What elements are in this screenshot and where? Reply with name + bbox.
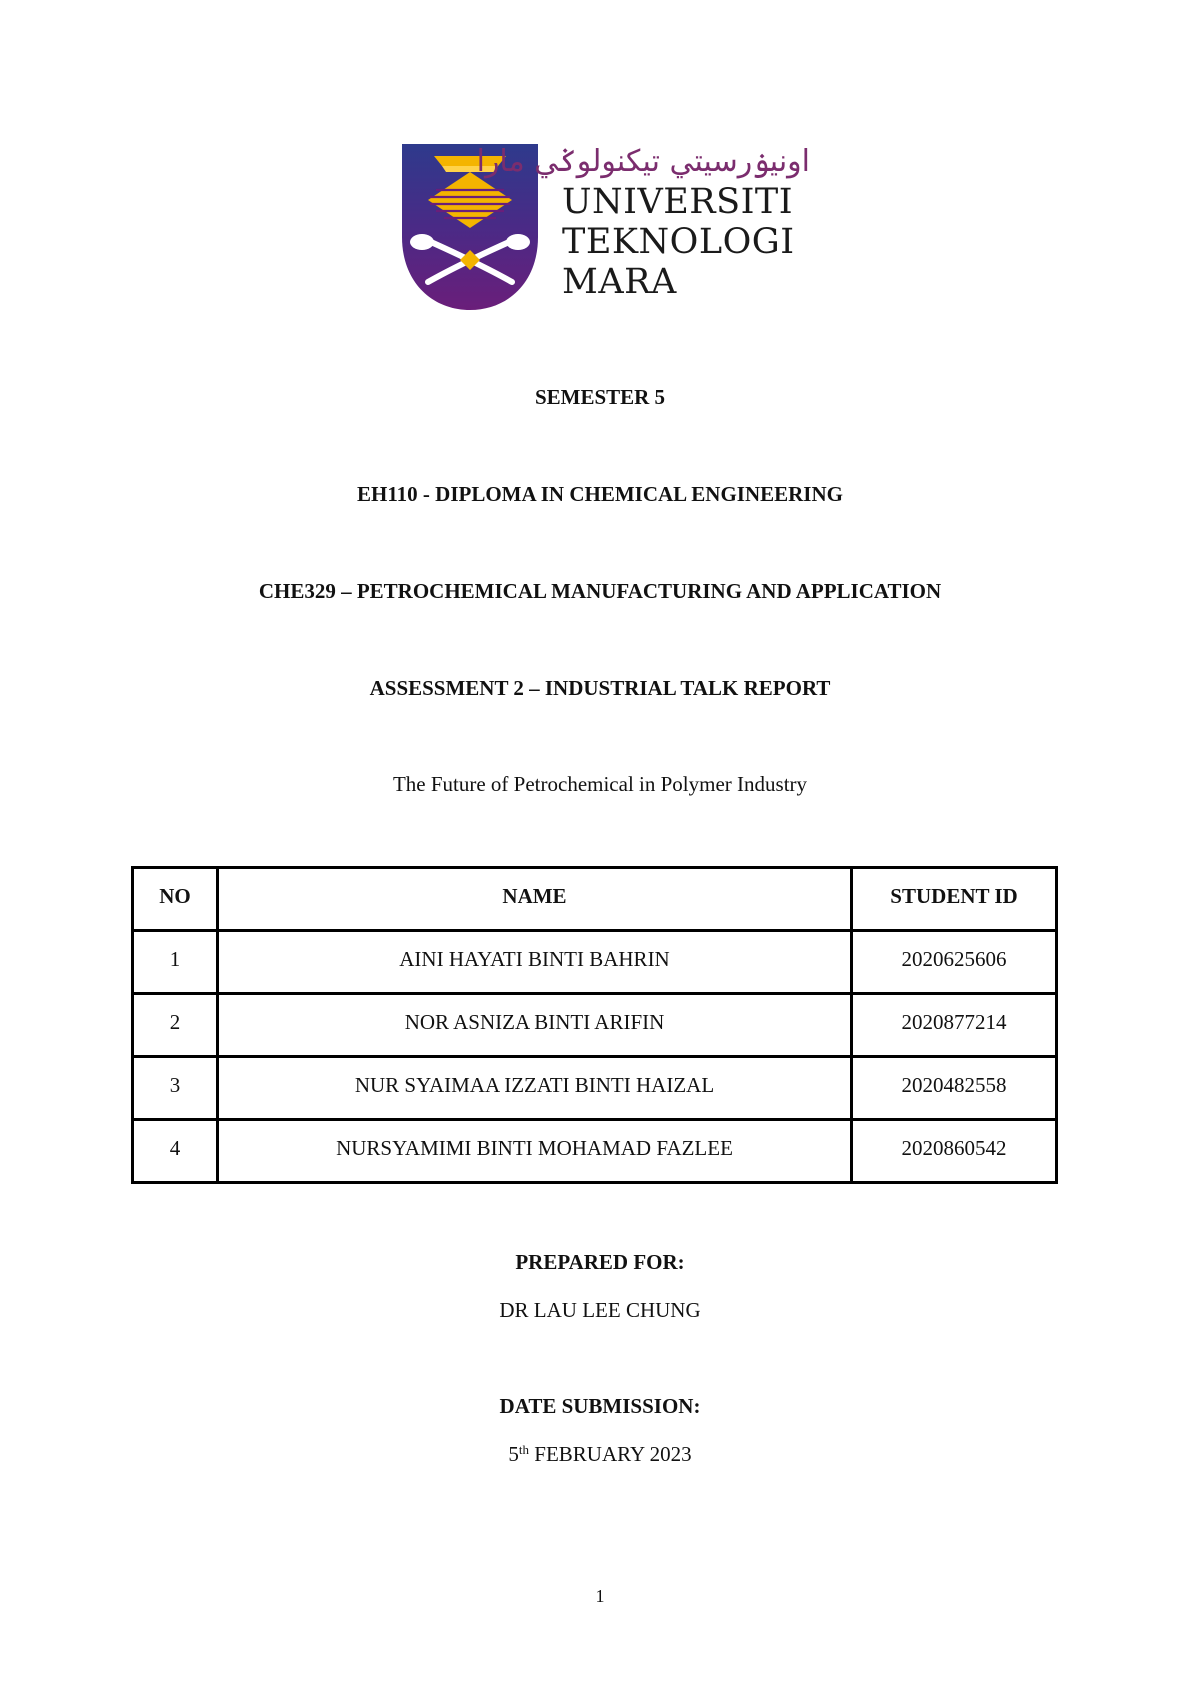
table-row xyxy=(133,1057,1057,1120)
header-student-id: STUDENT ID xyxy=(852,868,1057,931)
page-number: 1 xyxy=(595,1586,605,1606)
topic-title: The Future of Petrochemical in Polymer Industry xyxy=(392,772,808,796)
cell-student-id: 2020860542 xyxy=(852,1120,1057,1183)
logo-line-teknologi: TEKNOLOGI xyxy=(562,222,795,262)
date-month-year: FEBRUARY 2023 xyxy=(534,1442,692,1466)
cell-name: NURSYAMIMI BINTI MOHAMAD FAZLEE xyxy=(218,1120,852,1183)
cell-student-id: 2020877214 xyxy=(852,994,1057,1057)
header-no: NO xyxy=(133,868,218,931)
prepared-for-label: PREPARED FOR: xyxy=(515,1250,685,1274)
cell-no: 1 xyxy=(133,931,218,994)
table-row xyxy=(133,1120,1057,1183)
assessment-heading: ASSESSMENT 2 – INDUSTRIAL TALK REPORT xyxy=(369,676,831,700)
date-day-suffix: th xyxy=(518,1442,530,1457)
table-row xyxy=(133,994,1057,1057)
cell-name: NUR SYAIMAA IZZATI BINTI HAIZAL xyxy=(218,1057,852,1120)
header-name: NAME xyxy=(218,868,852,931)
student-table xyxy=(131,866,1058,1184)
cell-no: 2 xyxy=(133,994,218,1057)
logo-jawi-text: اونيۏرسيتي تيكنولوݢي مارا xyxy=(476,144,810,179)
semester-heading: SEMESTER 5 xyxy=(534,385,666,409)
cell-no: 4 xyxy=(133,1120,218,1183)
cell-name: AINI HAYATI BINTI BAHRIN xyxy=(218,931,852,994)
submission-date xyxy=(100,1440,1100,1468)
course-heading: CHE329 – PETROCHEMICAL MANUFACTURING AND APPLICATION xyxy=(258,579,942,603)
lecturer-name: DR LAU LEE CHUNG xyxy=(499,1298,701,1322)
date-day: 5 xyxy=(508,1442,519,1466)
cell-student-id: 2020625606 xyxy=(852,931,1057,994)
table-header-row xyxy=(133,868,1057,931)
logo-line-universiti: UNIVERSITI xyxy=(562,182,794,222)
program-heading: EH110 - DIPLOMA IN CHEMICAL ENGINEERING xyxy=(357,482,843,506)
date-submission-label: DATE SUBMISSION: xyxy=(499,1394,701,1418)
uitm-logo xyxy=(400,142,810,312)
table-row xyxy=(133,931,1057,994)
cell-no: 3 xyxy=(133,1057,218,1120)
cell-student-id: 2020482558 xyxy=(852,1057,1057,1120)
logo-line-mara: MARA xyxy=(562,262,677,302)
cell-name: NOR ASNIZA BINTI ARIFIN xyxy=(218,994,852,1057)
